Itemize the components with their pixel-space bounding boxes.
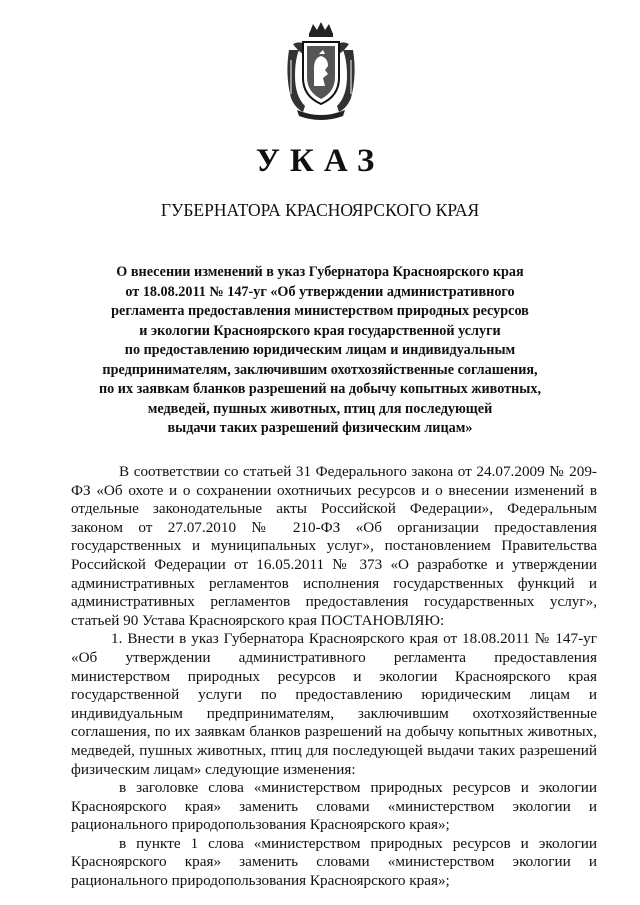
document-title: УКАЗ xyxy=(255,143,385,179)
heading-line: по предоставлению юридическим лицам и индивидуальным xyxy=(124,342,516,358)
coat-of-arms-emblem xyxy=(283,20,359,120)
heading-line: по их заявкам бланков разрешений на добычу копытных животных, xyxy=(98,381,542,397)
body-paragraph-change-heading: в заголовке слова «министерством природных ресурсов и экологии Красноярского края» заменить словами «министерством экологии и рационального природопользования Красноярского края»; xyxy=(71,779,597,834)
heading-line: регламента предоставления министерством природных ресурсов xyxy=(111,303,529,319)
decree-heading xyxy=(60,263,580,439)
body-paragraph-preamble: В соответствии со статьей 31 Федерального закона от 24.07.2009 № 209-ФЗ «Об охоте и о сохранении охотничьих ресурсов и о внесении изменений в отдельные законодательные акты Российской Федерации», Федеральным законом от 27.07.2010 № 210-ФЗ «Об организации предоставления государственных и муниципальных услуг», постановлением Правительства Российской Федерации от 16.05.2011 № 373 «О разработке и утверждении административных регламентов исполнения государственных функций и административных регламентов предоставления государственных услуг», статьей 90 Устава Красноярского края ПОСТАНОВЛЯЮ: xyxy=(71,463,597,629)
decree-body xyxy=(71,463,597,891)
body-paragraph-change-point-1: в пункте 1 слова «министерством природных ресурсов и экологии Красноярского края» заменить словами «министерством экологии и рационального природопользования Красноярского края»; xyxy=(71,834,597,890)
heading-line: от 18.08.2011 № 147-уг «Об утверждении административного xyxy=(125,283,515,300)
document-subtitle: ГУБЕРНАТОРА КРАСНОЯРСКОГО КРАЯ xyxy=(160,200,480,220)
heading-line: медведей, пушных животных, птиц для последующей xyxy=(147,400,493,417)
body-paragraph-item-1: 1. Внести в указ Губернатора Красноярского края от 18.08.2011 № 147-уг «Об утверждении административного регламента предоставления министерством природных ресурсов и экологии Красноярского края государственной услуги по предоставлению юридическим лицам и индивидуальным предпринимателям, заключившим охотхозяйственные соглашения, по их заявкам бланков разрешений на добычу копытных животных, медведей, пушных животных, птиц для последующей выдачи таких разрешений физическим лицам» следующие изменения: xyxy=(71,630,597,778)
heading-line: выдачи таких разрешений физическим лицам» xyxy=(167,420,473,436)
heading-line: предпринимателям, заключившим охотхозяйственные соглашения, xyxy=(102,361,538,378)
heading-line: О внесении изменений в указ Губернатора Красноярского края xyxy=(116,264,524,280)
heading-line: и экологии Красноярского края государственной услуги xyxy=(139,322,501,339)
